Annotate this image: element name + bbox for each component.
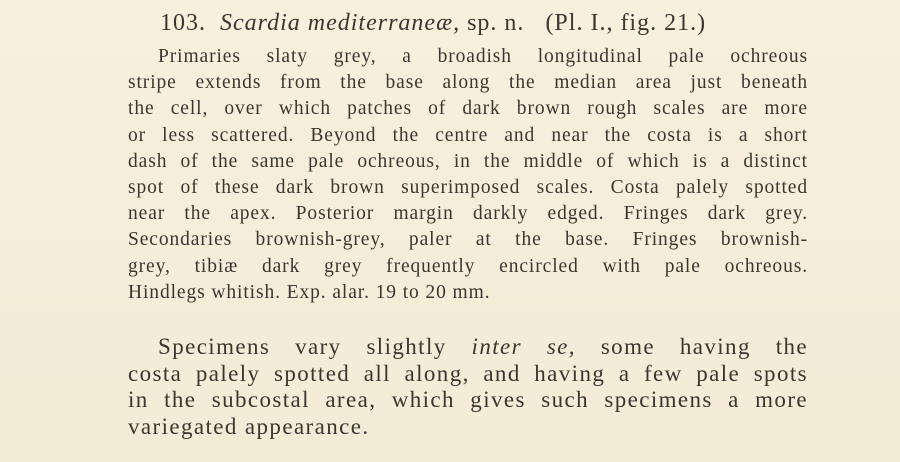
note-line: in the subcostal area, which gives such specimens a more xyxy=(128,387,808,412)
species-heading xyxy=(160,8,706,38)
note-latin-phrase: inter se, xyxy=(471,334,576,359)
description-line: spot of these dark brown superimposed scales. Costa palely spotted xyxy=(128,177,808,199)
description-line: Secondaries brownish-grey, paler at the base. Fringes brownish- xyxy=(128,229,808,251)
variation-note xyxy=(128,334,808,440)
note-text: Specimens vary slightly xyxy=(158,334,447,359)
description-line: grey, tibiæ dark grey frequently encircled with pale ochreous. xyxy=(128,255,808,277)
plate-reference: (Pl. I., fig. 21.) xyxy=(545,10,707,36)
description-line: dash of the same pale ochreous, in the middle of which is a distinct xyxy=(128,150,808,172)
description-line: the cell, over which patches of dark brown rough scales are more xyxy=(128,98,808,120)
note-line: variegated appearance. xyxy=(128,413,370,439)
note-line xyxy=(128,334,808,361)
description-line: or less scattered. Beyond the centre and near the costa is a short xyxy=(128,124,808,146)
species-name: Scardia mediterraneæ, xyxy=(220,10,461,36)
description-line: Hindlegs whitish. Exp. alar. 19 to 20 mm. xyxy=(128,281,491,303)
species-number: 103. xyxy=(160,10,206,36)
species-status: sp. n. xyxy=(467,10,525,36)
species-description xyxy=(128,44,808,306)
description-line: stripe extends from the base along the median area just beneath xyxy=(128,72,808,94)
description-line: Primaries slaty grey, a broadish longitudinal pale ochreous xyxy=(158,46,808,67)
description-line: near the apex. Posterior margin darkly edged. Fringes dark grey. xyxy=(128,203,808,225)
note-line: costa palely spotted all along, and having a few pale spots xyxy=(128,360,808,386)
note-text: some having the xyxy=(600,334,809,359)
